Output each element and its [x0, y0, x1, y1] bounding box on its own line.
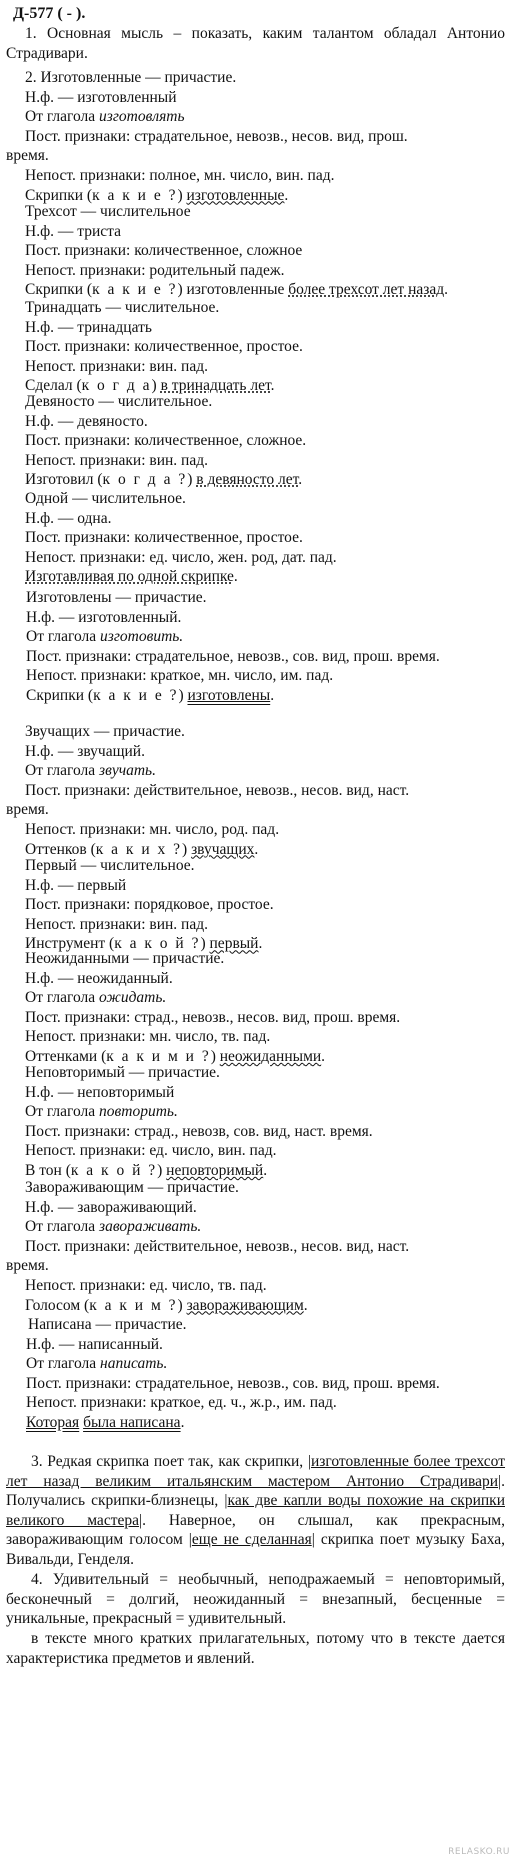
initial-form: Н.ф. — первый [25, 876, 127, 894]
word-heading: Завораживающим — причастие. [25, 1179, 239, 1196]
site-watermark: RELASKO.RU [448, 1847, 510, 1858]
word-heading: Изготовлены — причастие. [26, 589, 207, 606]
answer-3-paragraph: 3. Редкая скрипка поет так, как скрипки, |изготовленные более трехсот лет назад великим итальянским мастером Антонио Страдивари|. Получались скрипки-близнецы, |как две капли воды похожие на скрипки великого мастера|. Наверное, он слышал, как прекрасным, завораживающим голосом |еще не сделанная| скрипка поет музыку Баха, Вивальди, Генделя. [6, 1453, 506, 1568]
nonpermanent-features: Непост. признаки: вин. пад. [25, 915, 208, 933]
word-heading: Девяносто — числительное. [25, 393, 213, 410]
source-verb: От глагола написать. [26, 1355, 168, 1373]
analysis-pervyy [0, 856, 510, 954]
nonpermanent-features: Непост. признаки: ед. число, вин. пад. [25, 1142, 277, 1160]
nonpermanent-features: Непост. признаки: родительный падеж. [25, 261, 285, 279]
analysis-neozhidannymi [0, 949, 510, 1067]
source-verb: От глагола изготовить. [26, 628, 184, 646]
example-phrase: Скрипки (к а к и е ?) изготовленные более трехсот лет назад. [25, 281, 449, 299]
permanent-features-cont: время. [6, 147, 49, 165]
nonpermanent-features: Непост. признаки: вин. пад. [25, 451, 208, 469]
initial-form: Н.ф. — тринадцать [25, 318, 152, 336]
permanent-features: Пост. признаки: страдательное, невозв., сов. вид, прош. время. [26, 647, 440, 665]
analysis-devyanosto [0, 392, 510, 490]
answer-4-synonyms: 4. Удивительный = необычный, неподражаемый = неповторимый, бесконечный = долгий, неожиданный = внезапный, бесценные = уникальные, прекрасный = удивительный. [6, 1571, 505, 1628]
permanent-features: Пост. признаки: действительное, невозв., несов. вид, наст. [25, 1237, 410, 1255]
permanent-features: Пост. признаки: страдательное, невозв., сов. вид, прош. время. [26, 1374, 440, 1392]
permanent-features: Пост. признаки: количественное, сложное. [25, 432, 307, 450]
initial-form: Н.ф. — написанный. [26, 1335, 163, 1353]
word-heading: Первый — числительное. [25, 857, 195, 874]
example-phrase: Изготовил (к о г д а ?) в девяносто лет. [25, 471, 303, 489]
nonpermanent-features: Непост. признаки: краткое, мн. число, им. пад. [26, 667, 334, 685]
analysis-odnoy [0, 489, 510, 587]
example-phrase: Оттенков (к а к и х ?) звучащих. [25, 840, 259, 858]
initial-form: Н.ф. — завораживающий. [25, 1198, 197, 1216]
permanent-features-cont: время. [6, 1257, 49, 1275]
answer-1-main-idea: 1. Основная мысль – показать, каким талантом обладал Антонио Страдивари. [6, 25, 505, 62]
word-heading: Тринадцать — числительное. [25, 299, 220, 316]
source-verb: От глагола ожидать. [25, 989, 167, 1007]
permanent-features: Пост. признаки: действительное, невозв., несов. вид, наст. [25, 781, 410, 799]
answer-5-short-adjectives: в тексте много кратких прилагательных, потому что в тексте дается характеристика предметов и явлений. [6, 1630, 505, 1667]
example-phrase: Изготавливая по одной скрипке. [25, 568, 238, 586]
permanent-features: Пост. признаки: количественное, простое. [25, 529, 303, 547]
word-heading: Неповторимый — причастие. [25, 1064, 220, 1081]
example-phrase: Сделал (к о г д а) в тринадцать лет. [25, 377, 275, 395]
initial-form: Н.ф. — изготовленный [25, 88, 177, 106]
analysis-trinadtsat [0, 298, 510, 396]
source-verb: От глагола повторить. [25, 1103, 178, 1121]
permanent-features-cont: время. [6, 801, 49, 819]
word-heading: Неожиданными — причастие. [25, 950, 225, 967]
example-phrase: В тон (к а к о й ?) неповторимый. [25, 1161, 268, 1179]
analysis-trehsot [0, 202, 510, 300]
initial-form: Н.ф. — неповторимый [25, 1083, 175, 1101]
permanent-features: Пост. признаки: количественное, сложное [25, 242, 303, 260]
permanent-features: Пост. признаки: страд., невозв., несов. вид, прош. время. [25, 1008, 401, 1026]
word-heading: 2. Изготовленные — причастие. [25, 69, 237, 86]
example-phrase: Оттенками (к а к и м и ?) неожиданными. [25, 1047, 326, 1065]
nonpermanent-features: Непост. признаки: краткое, ед. ч., ж.р., им. пад. [26, 1394, 337, 1412]
nonpermanent-features: Непост. признаки: ед. число, тв. пад. [25, 1276, 267, 1294]
example-phrase: Голосом (к а к и м ?) завораживающим. [25, 1296, 308, 1314]
analysis-nepovtorimyy [0, 1063, 510, 1181]
source-verb: От глагола звучать. [25, 762, 156, 780]
nonpermanent-features: Непост. признаки: мн. число, род. пад. [25, 820, 280, 838]
word-heading: Трехсот — числительное [25, 203, 191, 220]
example-phrase: Которая была написана. [26, 1413, 185, 1431]
nonpermanent-features: Непост. признаки: мн. число, тв. пад. [25, 1028, 271, 1046]
word-heading: Звучащих — причастие. [25, 723, 185, 740]
example-phrase: Скрипки (к а к и е ?) изготовленные. [25, 186, 289, 204]
permanent-features: Пост. признаки: количественное, простое. [25, 338, 303, 356]
analysis-izgotovlennye [0, 68, 510, 205]
initial-form: Н.ф. — изготовленный. [26, 608, 182, 626]
word-heading: Написана — причастие. [28, 1316, 187, 1333]
source-verb: От глагола завораживать. [25, 1218, 202, 1236]
permanent-features: Пост. признаки: страд., невозв, сов. вид, наст. время. [25, 1122, 373, 1140]
initial-form: Н.ф. — девяносто. [25, 412, 148, 430]
analysis-izgotovleny [0, 588, 510, 706]
initial-form: Н.ф. — триста [25, 222, 121, 240]
initial-form: Н.ф. — неожиданный. [25, 969, 173, 987]
nonpermanent-features: Непост. признаки: полное, мн. число, вин. пад. [25, 166, 335, 184]
permanent-features: Пост. признаки: страдательное, невозв., несов. вид, прош. [25, 127, 408, 145]
example-phrase: Инструмент (к а к о й ?) первый. [25, 935, 263, 953]
permanent-features: Пост. признаки: порядковое, простое. [25, 896, 274, 914]
example-phrase: Скрипки (к а к и е ?) изготовлены. [26, 686, 275, 704]
exercise-title: Д-577 ( - ). [13, 5, 86, 22]
initial-form: Н.ф. — звучащий. [25, 742, 145, 760]
nonpermanent-features: Непост. признаки: вин. пад. [25, 357, 208, 375]
analysis-napisana [0, 1315, 510, 1433]
nonpermanent-features: Непост. признаки: ед. число, жен. род, дат. пад. [25, 548, 337, 566]
analysis-zavorazhivayushchim [0, 1178, 510, 1315]
word-heading: Одной — числительное. [25, 490, 186, 507]
analysis-zvuchashchikh [0, 722, 510, 859]
initial-form: Н.ф. — одна. [25, 509, 112, 527]
source-verb: От глагола изготовлять [25, 108, 185, 126]
